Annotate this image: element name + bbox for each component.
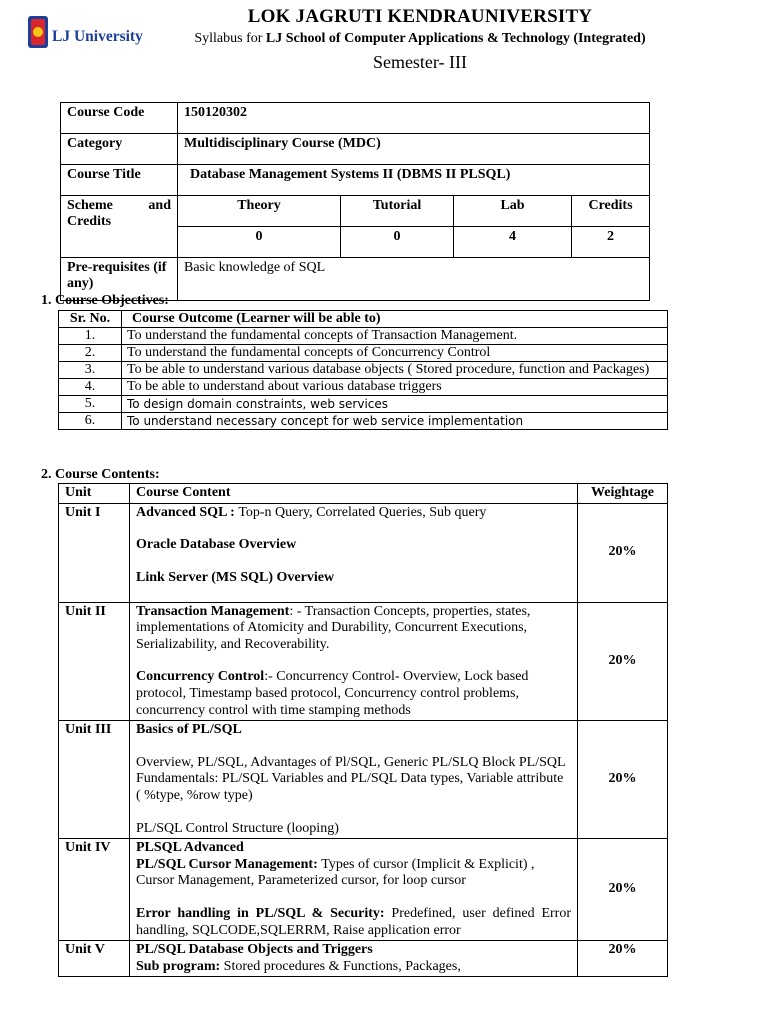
error-handling-text: Predefined, user defined Error handling, SQLCODE,SQLERRM, Raise application error bbox=[136, 905, 571, 938]
course-info-table bbox=[60, 102, 650, 301]
sr-no-header: Sr. No. bbox=[59, 311, 122, 328]
advanced-sql-text: Top-n Query, Correlated Queries, Sub query bbox=[238, 504, 487, 520]
category-label: Category bbox=[61, 134, 178, 165]
course-code-label: Course Code bbox=[61, 103, 178, 134]
scheme-header-tutorial: Tutorial bbox=[341, 196, 454, 227]
scheme-label bbox=[61, 196, 178, 258]
database-objects-title: PL/SQL Database Objects and Triggers bbox=[136, 942, 373, 958]
error-handling-title: Error handling in PL/SQL & Security: bbox=[136, 905, 392, 921]
objectives-heading: 1. Course Objectives: bbox=[41, 293, 169, 308]
concurrency-control-title: Concurrency Control bbox=[136, 669, 265, 685]
prereq-label: Pre-requisites (if any) bbox=[61, 258, 178, 301]
objective-text: To be able to understand about various database triggers bbox=[122, 379, 668, 396]
plsql-basics-title: Basics of PL/SQL bbox=[136, 722, 242, 738]
plsql-control-structure-text: PL/SQL Control Structure (looping) bbox=[136, 820, 339, 836]
transaction-management-text: : - Transaction Concepts, properties, states, implementations of Atomicity and Durability, Concurrent Executions, Serializability, and Recoverability. bbox=[136, 603, 531, 652]
scheme-value-theory: 0 bbox=[255, 229, 263, 244]
sub-program-title: Sub program: bbox=[136, 958, 224, 974]
objective-sr: 4. bbox=[59, 379, 122, 396]
sub-program-text: Stored procedures & Functions, Packages, bbox=[223, 958, 461, 974]
objective-row bbox=[59, 379, 668, 396]
school-name: LJ School of Computer Applications & Technology (Integrated) bbox=[265, 31, 646, 46]
unit-label: Unit I bbox=[59, 503, 130, 602]
unit-label: Unit III bbox=[59, 721, 130, 839]
objective-row bbox=[59, 413, 668, 430]
objective-row bbox=[59, 328, 668, 345]
transaction-management-title: Transaction Management bbox=[136, 603, 290, 619]
scheme-header-theory: Theory bbox=[178, 196, 341, 227]
scheme-header-credits: Credits bbox=[572, 196, 650, 227]
unit-row bbox=[59, 941, 668, 977]
unit-content bbox=[130, 839, 578, 941]
logo-text: LJ University bbox=[52, 28, 143, 45]
unit-row bbox=[59, 602, 668, 721]
oracle-overview-title: Oracle Database Overview bbox=[136, 537, 297, 553]
unit-content bbox=[130, 721, 578, 839]
objective-sr: 5. bbox=[59, 396, 122, 413]
objective-sr: 2. bbox=[59, 345, 122, 362]
objective-sr: 3. bbox=[59, 362, 122, 379]
course-title-label: Course Title bbox=[61, 165, 178, 196]
unit-weightage: 20% bbox=[578, 839, 668, 941]
unit-weightage: 20% bbox=[578, 602, 668, 721]
lj-university-logo bbox=[28, 16, 143, 50]
scheme-value-lab: 4 bbox=[454, 227, 572, 258]
cursor-management-text: Types of cursor (Implicit & Explicit) , Cursor Management, Parameterized cursor, for loop cursor bbox=[136, 856, 535, 889]
contents-table bbox=[58, 483, 668, 977]
objective-sr: 1. bbox=[59, 328, 122, 345]
content-header: Course Content bbox=[130, 484, 578, 504]
objective-sr: 6. bbox=[59, 413, 122, 430]
unit-label: Unit II bbox=[59, 602, 130, 721]
scheme-value-credits: 2 bbox=[572, 227, 650, 258]
unit-label: Unit IV bbox=[59, 839, 130, 941]
weightage-header: Weightage bbox=[578, 484, 668, 504]
objective-text: To understand the fundamental concepts of Concurrency Control bbox=[122, 345, 668, 362]
unit-label: Unit V bbox=[59, 941, 130, 977]
scheme-header-lab: Lab bbox=[454, 196, 572, 227]
syllabus-subtitle bbox=[140, 31, 700, 47]
unit-header: Unit bbox=[59, 484, 130, 504]
university-title: LOK JAGRUTI KENDRAUNIVERSITY bbox=[247, 6, 593, 27]
objective-text: To be able to understand various database objects ( Stored procedure, function and Packages) bbox=[122, 362, 668, 379]
unit-content bbox=[130, 941, 578, 977]
advanced-sql-title: Advanced SQL : bbox=[136, 504, 239, 520]
scheme-label-and: and bbox=[148, 198, 171, 213]
unit-weightage: 20% bbox=[578, 503, 668, 602]
objective-text: To understand the fundamental concepts of Transaction Management. bbox=[122, 328, 668, 345]
cursor-management-title: PL/SQL Cursor Management: bbox=[136, 856, 322, 872]
plsql-basics-text: Overview, PL/SQL, Advantages of Pl/SQL, Generic PL/SLQ Block PL/SQL Fundamentals: PL/SQL Variables and PL/SQL Data types, Variable attribute ( %type, %row type) bbox=[136, 754, 566, 803]
unit-weightage: 20% bbox=[578, 941, 668, 977]
outcome-header: Course Outcome (Learner will be able to) bbox=[122, 311, 668, 328]
contents-heading: 2. Course Contents: bbox=[41, 467, 160, 482]
scheme-label-credits: Credits bbox=[67, 214, 112, 229]
objective-row bbox=[59, 396, 668, 413]
unit-content bbox=[130, 602, 578, 721]
unit-row bbox=[59, 503, 668, 602]
plsql-advanced-title: PLSQL Advanced bbox=[136, 840, 244, 856]
semester-label: Semester- III bbox=[372, 52, 468, 72]
objective-text: To design domain constraints, web services bbox=[122, 396, 668, 413]
unit-weightage: 20% bbox=[578, 721, 668, 839]
concurrency-control-text: :- Concurrency Control- Overview, Lock based protocol, Timestamp based protocol, Concurrency control problems, concurrency control with time stamping methods bbox=[136, 669, 529, 718]
syllabus-prefix: Syllabus for bbox=[194, 31, 266, 46]
scheme-label-word: Scheme bbox=[67, 198, 113, 213]
scheme-value-tutorial: 0 bbox=[341, 227, 454, 258]
course-code-value: 150120302 bbox=[178, 103, 650, 134]
prereq-value: Basic knowledge of SQL bbox=[178, 258, 650, 301]
link-server-title: Link Server (MS SQL) Overview bbox=[136, 569, 335, 585]
scheme-table bbox=[178, 196, 649, 257]
category-value: Multidisciplinary Course (MDC) bbox=[178, 134, 650, 165]
objective-row bbox=[59, 345, 668, 362]
unit-row bbox=[59, 839, 668, 941]
objective-text: To understand necessary concept for web service implementation bbox=[122, 413, 668, 430]
objective-row bbox=[59, 362, 668, 379]
unit-row bbox=[59, 721, 668, 839]
unit-content bbox=[130, 503, 578, 602]
course-title-value: Database Management Systems II (DBMS II PLSQL) bbox=[178, 165, 650, 196]
scheme-cell bbox=[178, 196, 650, 258]
objectives-table bbox=[58, 310, 668, 430]
